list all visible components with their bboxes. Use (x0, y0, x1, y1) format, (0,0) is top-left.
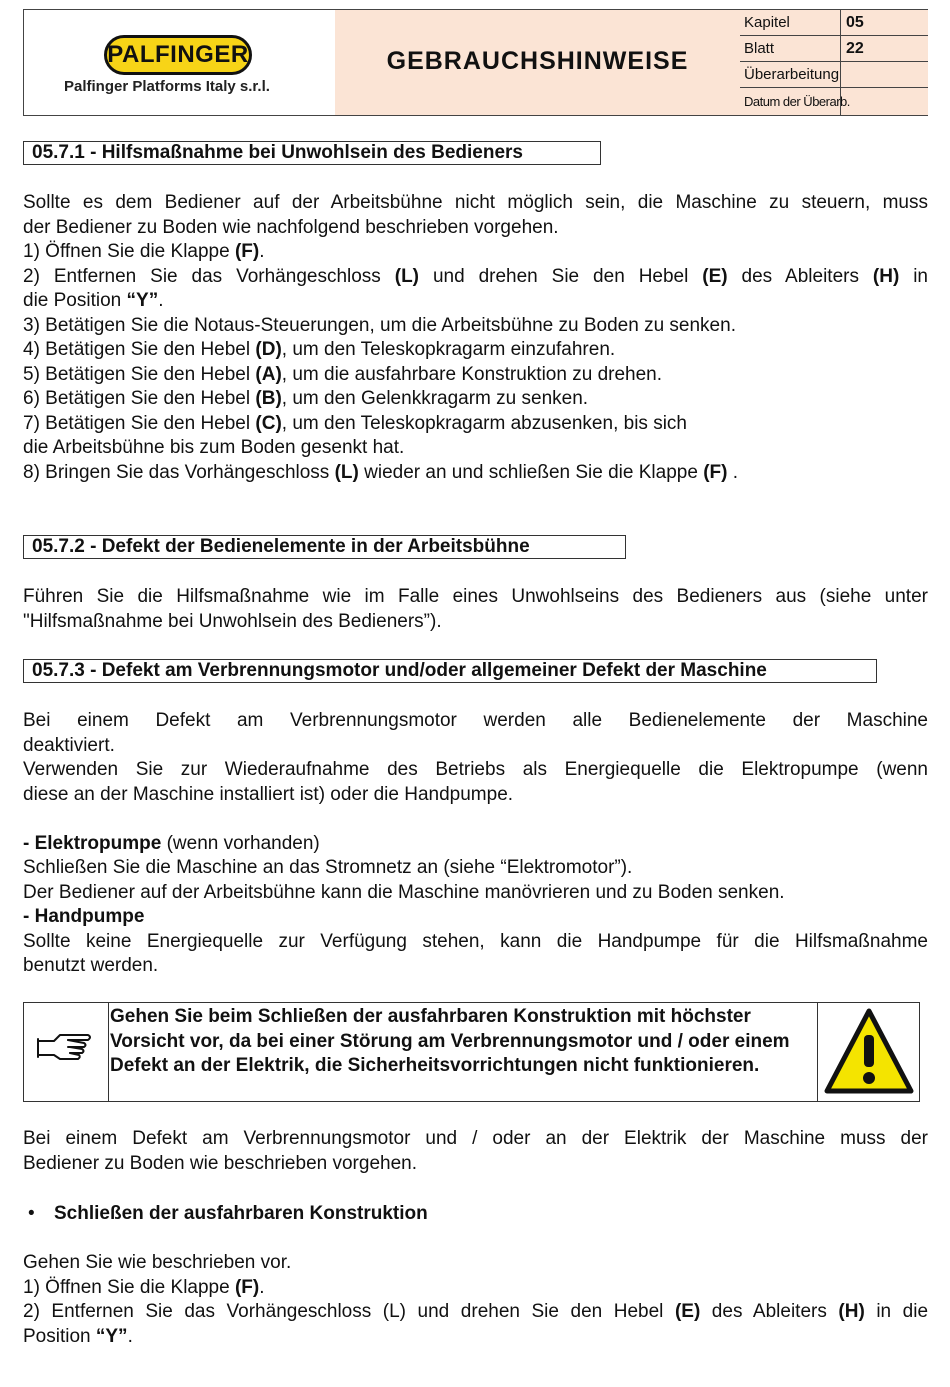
step-ref: (L) (394, 265, 420, 287)
electropump-line (23, 832, 928, 857)
step-ref: “Y” (95, 1325, 128, 1347)
paragraph-line: Der Bediener auf der Arbeitsbühne kann die Maschine manövrieren und zu Boden senken. (23, 881, 785, 903)
paragraph-line: der Bediener zu Boden wie nachfolgend beschrieben vorgehen. (23, 216, 559, 238)
paragraph-line: benutzt werden. (23, 955, 159, 976)
warning-triangle-icon (819, 1003, 919, 1101)
step-text: 1) Öffnen Sie die Klappe (23, 1276, 235, 1298)
step-1 (23, 1276, 928, 1301)
meta-label: Datum der Überarb. (744, 94, 850, 109)
logo-cell (24, 10, 336, 115)
step-text: 1) Öffnen Sie die Klappe (23, 241, 235, 262)
subheading: - Handpumpe (23, 906, 145, 927)
meta-value (840, 62, 928, 87)
meta-row-blatt (740, 36, 928, 62)
step-ref: (F) (703, 461, 728, 483)
subheading: - Elektropumpe (23, 832, 162, 854)
step-ref: (F) (234, 241, 260, 262)
paragraph-line: Sollte keine Energiequelle zur Verfügung stehen, kann die Handpumpe für die Hilfsmaßnahme (23, 930, 928, 952)
palfinger-logo: PALFINGER (104, 35, 252, 75)
step-text: des Ableiters (700, 1301, 839, 1322)
step-text: , um den Teleskopkragarm abzusenken, bis sich (281, 412, 687, 434)
spacer (23, 807, 928, 832)
title-cell (335, 10, 741, 115)
step-text: 5) Betätigen Sie den Hebel (23, 363, 256, 385)
step-1 (23, 240, 928, 265)
step-7 (23, 412, 928, 437)
step-ref: (H) (872, 265, 900, 287)
step-text: die Position (23, 290, 127, 311)
paragraph-line: Verwenden Sie zur Wiederaufnahme des Betriebs als Energiequelle die Elektropumpe (wenn (23, 759, 928, 780)
step-text: , um den Teleskopkragarm einzufahren. (281, 339, 616, 360)
step-ref: (L) (334, 461, 359, 483)
step-text: 7) Betätigen Sie den Hebel (23, 412, 256, 434)
step-2-cont (23, 289, 928, 314)
step-text: des Ableiters (727, 265, 873, 287)
section-3-steps (23, 1251, 928, 1349)
paragraph-line: Sollte es dem Bediener auf der Arbeitsbühne nicht möglich sein, die Maschine zu steuern, muss (23, 192, 928, 213)
step-6 (23, 387, 928, 412)
step-ref: (D) (255, 339, 282, 360)
step-text: 4) Betätigen Sie den Hebel (23, 339, 256, 360)
step-ref: (C) (255, 412, 282, 434)
step-ref: (E) (674, 1301, 701, 1322)
step-text: 2) Entfernen Sie das Vorhängeschloss (23, 265, 395, 287)
step-ref: (A) (255, 363, 282, 385)
section-3-body (23, 709, 928, 979)
warning-box (23, 1002, 920, 1102)
step-text: 2) Entfernen Sie das Vorhängeschloss (L) und drehen Sie den Hebel (23, 1301, 675, 1322)
section-heading-0571: 05.7.1 - Hilfsmaßnahme bei Unwohlsein des Bedieners (23, 141, 601, 165)
step-8 (23, 461, 928, 486)
step-ref: (B) (255, 388, 282, 409)
step-text: in (899, 265, 928, 287)
paragraph-line: Schließen Sie die Maschine an das Stromnetz an (siehe “Elektromotor”). (23, 857, 633, 878)
meta-value (840, 88, 928, 115)
step-3: 3) Betätigen Sie die Notaus-Steuerungen, um die Arbeitsbühne zu Boden zu senken. (23, 314, 736, 336)
step-4 (23, 338, 928, 363)
step-text: Position (23, 1325, 96, 1347)
step-ref: “Y” (126, 290, 159, 311)
meta-row-revision (740, 62, 928, 88)
meta-table (740, 10, 928, 115)
company-name: Palfinger Platforms Italy s.r.l. (64, 78, 270, 95)
step-text: in die (864, 1301, 929, 1322)
step-text: . (158, 290, 164, 311)
step-text: 6) Betätigen Sie den Hebel (23, 388, 256, 409)
bullet-item (28, 1203, 428, 1225)
meta-label: Blatt (744, 40, 775, 57)
step-text: . (727, 461, 739, 483)
bullet-title: Schließen der ausfahrbaren Konstruktion (54, 1203, 428, 1224)
step-ref: (E) (702, 265, 728, 287)
meta-row-kapitel (740, 10, 928, 36)
step-text: wieder an und schließen Sie die Klappe (358, 461, 704, 483)
paragraph-line: Bei einem Defekt am Verbrennungsmotor werden alle Bedienelemente der Maschine (23, 710, 928, 731)
step-text: , um den Gelenkkragarm zu senken. (281, 388, 589, 409)
step-text: 8) Bringen Sie das Vorhängeschloss (23, 461, 335, 483)
step-text: , um die ausfahrbare Konstruktion zu drehen. (281, 363, 663, 385)
paragraph-line: Führen Sie die Hilfsmaßnahme wie im Falle eines Unwohlseins des Bedieners aus (siehe unter (23, 586, 928, 607)
paragraph-line: "Hilfsmaßnahme bei Unwohlsein des Bedieners”). (23, 610, 442, 632)
paragraph-line: diese an der Maschine installiert ist) oder die Handpumpe. (23, 783, 514, 805)
document-title: GEBRAUCHSHINWEISE (386, 47, 689, 75)
meta-value: 22 (840, 36, 928, 61)
paragraph-line: deaktiviert. (23, 734, 115, 756)
meta-value: 05 (840, 10, 928, 35)
step-text: . (127, 1325, 133, 1347)
step-ref: (H) (838, 1301, 865, 1322)
section-3-body-cont (23, 1127, 928, 1176)
step-2 (23, 1300, 928, 1325)
step-ref: (F) (234, 1276, 260, 1298)
section-heading-0572: 05.7.2 - Defekt der Bedienelemente in der Arbeitsbühne (23, 535, 626, 559)
step-text: . (259, 1276, 265, 1298)
meta-row-date (740, 88, 928, 115)
paragraph-line: Gehen Sie wie beschrieben vor. (23, 1252, 292, 1273)
page-header (23, 9, 928, 116)
step-text: . (259, 241, 265, 262)
paragraph-line: Bei einem Defekt am Verbrennungsmotor und / oder an der Elektrik der Maschine muss der (23, 1128, 928, 1149)
section-heading-0573: 05.7.3 - Defekt am Verbrennungsmotor und/oder allgemeiner Defekt der Maschine (23, 659, 877, 683)
paragraph-line: Bediener zu Boden wie beschrieben vorgehen. (23, 1152, 417, 1174)
step-2 (23, 265, 928, 290)
section-2-body (23, 585, 928, 634)
bullet-mark: • (28, 1203, 35, 1224)
step-2-cont (23, 1325, 928, 1350)
step-text: und drehen Sie den Hebel (419, 265, 703, 287)
step-5 (23, 363, 928, 388)
warning-text: Gehen Sie beim Schließen der ausfahrbaren Konstruktion mit höchster Vorsicht vor, da bei einer Störung am Verbrennungsmotor und / oder einem Defekt an der Elektrik, die Sicherheitsvorrichtungen nicht funktionieren. (108, 1003, 818, 1101)
section-1-body (23, 191, 928, 485)
meta-label: Überarbeitung (744, 66, 840, 83)
pointing-hand-icon (24, 1003, 109, 1101)
step-7-cont: die Arbeitsbühne bis zum Boden gesenkt hat. (23, 437, 405, 458)
handpump-line (23, 905, 928, 930)
paragraph-text: (wenn vorhanden) (161, 832, 320, 854)
meta-label: Kapitel (744, 14, 790, 31)
